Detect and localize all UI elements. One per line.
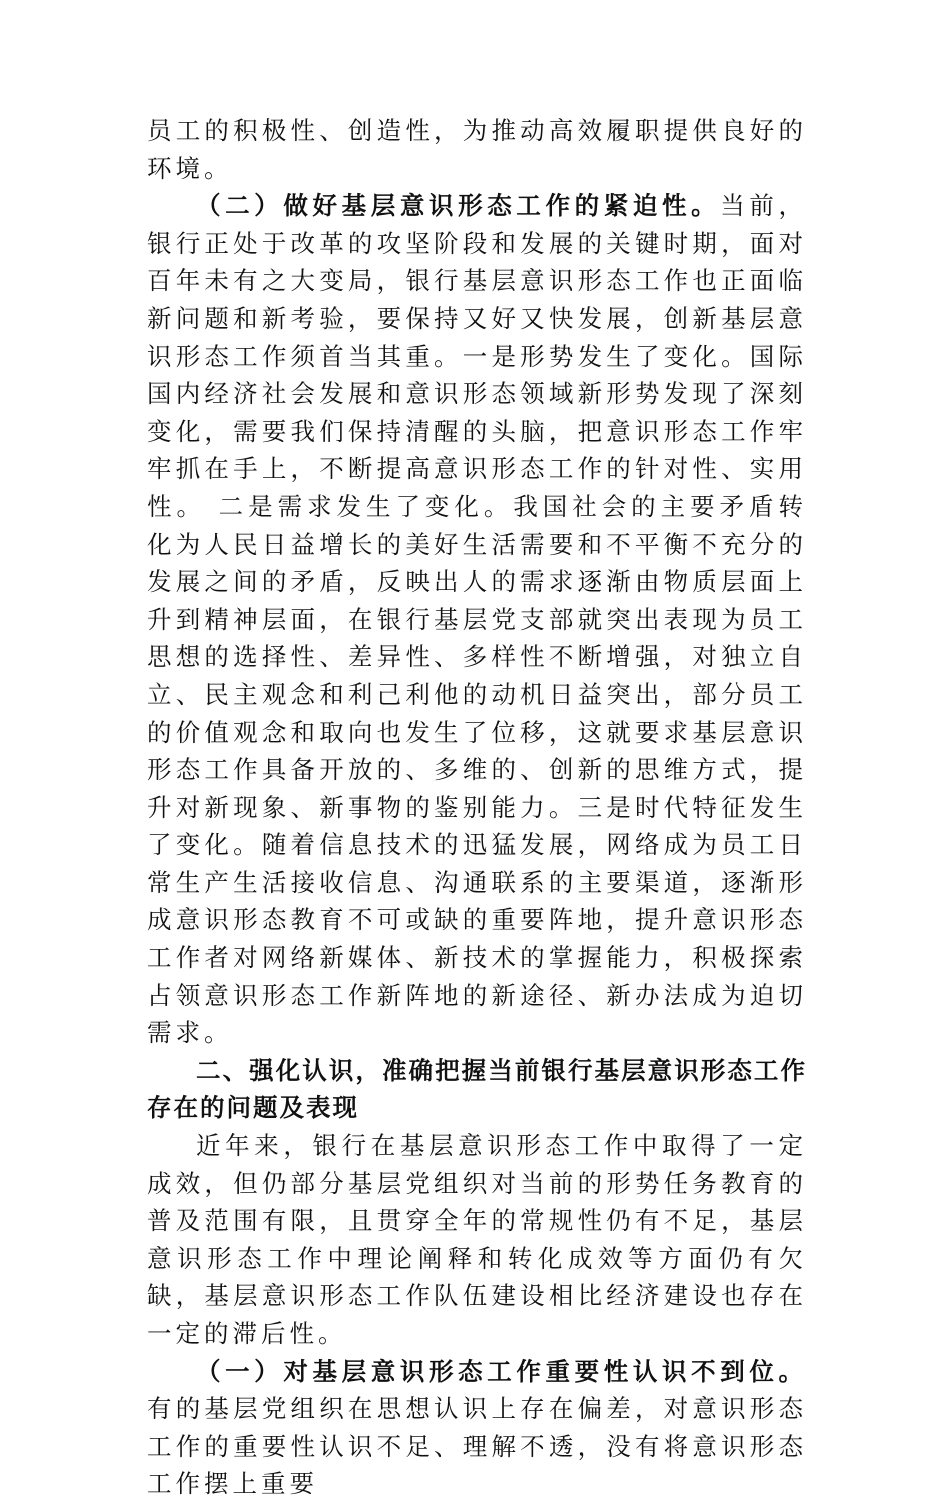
document-body (147, 112, 807, 1503)
section-heading: 二、强化认识，准确把握当前银行基层意识形态工作存在的问题及表现 (147, 1055, 807, 1123)
paragraph-urgency (147, 187, 807, 1052)
paragraph-lead: （二）做好基层意识形态工作的紧迫性。 (196, 191, 721, 221)
paragraph-text: 有的基层党组织在思想认识上存在偏差，对意识形态工作的重要性认识不足、理解不透，没有将意识形态工作摆上重要 (147, 1394, 807, 1499)
paragraph-continuation (147, 112, 807, 187)
paragraph-lead: （一）对基层意识形态工作重要性认识不到位。 (196, 1356, 807, 1386)
paragraph-text: 当前，银行正处于改革的攻坚阶段和发展的关键时期，面对百年未有之大变局，银行基层意识形态工作也正面临新问题和新考验，要保持又好又快发展，创新基层意识形态工作须首当其重。一是形势发生了变化。国际国内经济社会发展和意识形态领域新形势发现了深刻变化，需要我们保持清醒的头脑，把意识形态工作牢牢抓在手上，不断提高意识形态工作的针对性、实用性。 二是需求发生了变化。我国社会的主要矛盾转化为人民日益增长的美好生活需要和不平衡不充分的发展之间的矛盾，反映出人的需求逐渐由物质层面上升到精神层面，在银行基层党支部就突出表现为员工思想的选择性、差异性、多样性不断增强，对独立自立、民主观念和利己利他的动机日益突出，部分员工的价值观念和取向也发生了位移，这就要求基层意识形态工作具备开放的、多维的、创新的思维方式，提升对新现象、新事物的鉴别能力。三是时代特征发生了变化。随着信息技术的迅猛发展，网络成为员工日常生产生活接收信息、沟通联系的主要渠道，逐渐形成意识形态教育不可或缺的重要阵地，提升意识形态工作者对网络新媒体、新技术的掌握能力，积极探索占领意识形态工作新阵地的新途径、新办法成为迫切需求。 (147, 191, 807, 1048)
paragraph-intro (147, 1127, 807, 1353)
paragraph-text: 近年来，银行在基层意识形态工作中取得了一定成效，但仍部分基层党组织对当前的形势任务教育的普及范围有限，且贯穿全年的常规性仍有不足，基层意识形态工作中理论阐释和转化成效等方面仍有欠缺，基层意识形态工作队伍建设相比经济建设也存在一定的滞后性。 (147, 1131, 807, 1348)
paragraph-text: 员工的积极性、创造性，为推动高效履职提供良好的环境。 (147, 116, 807, 183)
paragraph-importance (147, 1353, 807, 1503)
